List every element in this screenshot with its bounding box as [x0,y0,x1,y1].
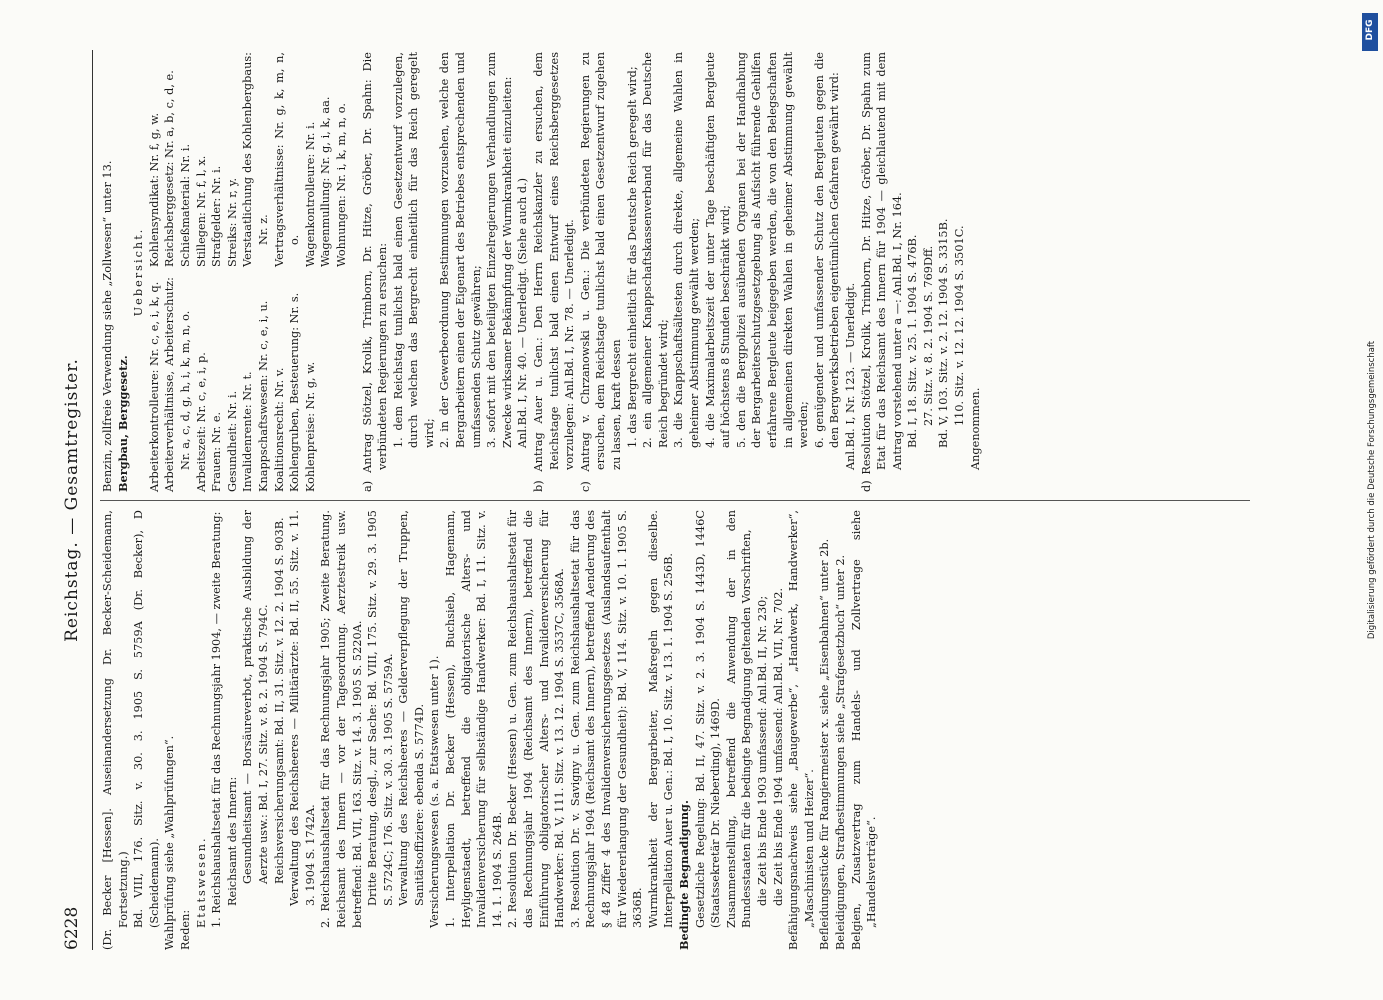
sidebar-note: Digitalisierung gefördert durch die Deutsche Forschungsgemeinschaft [1367,340,1377,640]
index-item: Arbeiterverhältnisse, Arbeiterschutz: Nr. a, c, d, g, h, i, k, m, n, o. [163,277,192,492]
entry-text: Bd. VIII, 176. Sitz. v. 30. 3. 1905 S. 5759A (Dr. Becker), D (Scheidemann). [132,510,161,928]
index-item: Wagenkontrolleure: Nr. i. [303,121,317,267]
entry-text: Wahlprüfung siehe „Wahlprüfungen“. [163,735,177,950]
entry-text: Reichsversicherungsamt: Bd. II, 31. Sitz. v. 12. 2. 1904 S. 903B. [272,517,286,884]
index-item: Kohlengruben, Besteuerung: Nr. s. [288,292,302,492]
entry-text: c) Antrag v. Chrzanowski u. Gen.: Die verbündeten Regierungen zu ersuchen, dem Reichstage tunlichst bald einen Gesetzentwurf zugehen zu lassen, kraft dessen [578,52,623,492]
entry-text: Bd. I, 18. Sitz. v. 25. 1. 1904 S. 476B. [906,234,920,448]
entry-text: die Zeit bis Ende 1903 umfassend: Anl.Bd. II, Nr. 230; [755,595,769,906]
entry-text: Befähigungsnachweis siehe „Baugewerbe“, „Handwerk, Handwerker“, „Maschinisten und Heizer“. [787,510,816,950]
index-item: Schießmaterial: Nr. i. [178,143,192,267]
entry-text: 3. Resolution Dr. v. Savigny u. Gen. zum Reichshaushaltsetat für das Rechnungsjahr 1904 (Reichsamt des Innern), betreffend Aenderung des § 48 Ziffer 4 des Invalidenversicherungsgesetzes (Auslandsaufenthalt für Wiedererlangung der Gesundheit): Bd. V, 114. Sitz. v. 10. 1. 1905 S. 3636B. [568,510,645,928]
entry-text: 110. Sitz. v. 12. 12. 1904 S. 3501C. [953,225,967,426]
index-item: Arbeiterkontrolleure: Nr. c, e, i, k, q. [147,281,161,492]
running-title: Reichstag. — Gesamtregister. [62,358,82,642]
index-item: Koalitionsrecht: Nr. v. [272,367,286,492]
entry-text: Belgien, Zusatzvertrag zum Handels- und Zollvertrage siehe „Handelsverträge“. [849,510,879,950]
entry-text: 2. ein allgemeiner Knappschaftskassenverband für das Deutsche Reich begründet wird; [641,52,670,448]
overview-heading: Uebersicht. [132,227,146,317]
sidebar [1362,5,1378,995]
index-item: Invalidenrente: Nr. t. [241,371,255,492]
entry-text: 2. Resolution Dr. Becker (Hessen) u. Gen. zum Reichshaushaltsetat für das Rechnungsjahr 1904 (Reichsamt des Innern), betreffend die Einführung obligatorischer Alters- und Invalidenversicherung für Handwerker: Bd. V, 111. Sitz. v. 13. 12. 1904 S. 3537C, 3568A. [506,510,567,928]
entry-text: Gesetzliche Regelung: Bd. II, 47. Sitz. v. 2. 3. 1904 S. 1443D, 1446C (Staatssekretär Dr. Nieberding), 1469D. [693,510,723,928]
rotated-content [62,50,1327,950]
entry-text: (Dr. Becker [Hessen]. Auseinandersetzung Dr. Becker-Scheidemann, Fortsetzung.) [101,510,130,950]
index-item: Arbeitszeit: Nr. c, e, i, p. [194,352,208,492]
entry-text: die Zeit bis Ende 1904 umfassend: Anl.Bd. VII, Nr. 702. [771,587,785,906]
entry-text: 6. genügender und umfassender Schutz den Bergleuten gegen die den Bergwerksbetrieben eigentümlichen Gefahren gewährt wird: [812,52,842,448]
index-item: Reichsberggesetz: Nr. a, b, c, d, e. [163,70,177,267]
entry-text: 1. dem Reichstag tunlichst bald einen Gesetzentwurf vorzulegen, durch welchen das Bergrecht einheitlich für das Reich geregelt wird; [391,52,436,448]
entry-heading: Bedingte Begnadigung. [676,800,691,950]
entry-heading: Bergbau, Berggesetz. [115,355,130,492]
index-item: Kohlensyndikat: Nr. f, g, w. [147,112,161,267]
entry-text: 3. sofort mit den beteiligten Einzelregierungen Verhandlungen zum Zwecke wirksamer Bekämpfung der Wurmkrankheit einzuleiten: [485,52,514,448]
index-item: Gesundheit: Nr. i. [225,390,239,492]
entry-text: Gesundheitsamt — Borsäureverbot, praktische Ausbildung der Aerzte usw.: Bd. I, 27. Sitz. v. 8. 2. 1904 S. 794C. [241,510,270,884]
index-item: Kohlenpreise: Nr. g, w. [303,361,317,492]
entry-text: b) Antrag Auer u. Gen.: Den Herrn Reichskanzler zu ersuchen, dem Reichstage tunlichst bald einen Entwurf eines Reichsberggesetzes vorzulegen: Anl.Bd. I, Nr. 78. — Unerledigt. [532,52,577,492]
dfg-logo: DFG [1362,13,1378,51]
entry-text: Befleidungsstücke für Rangiermeister x. siehe „Eisenbahnen“ unter 2b. [818,538,832,950]
entry-text: Reichsamt des Innern: [225,776,239,906]
entry-text: Zusammenstellung, betreffend die Anwendung der in den Bundesstaaten für die bedingte Begnadigung geltenden Vorschriften, [724,510,754,928]
entry-text: a) Antrag Stötzel, Krolik, Trimborn, Dr. Hitze, Gröber, Dr. Spahn: Die verbündeten Regierungen zu ersuchen: [360,52,390,492]
entry-text: Beleidigungen, Strafbestimmungen siehe „Strafgesetzbuch“ unter 2. [833,554,847,950]
index-item: Frauen: Nr. e. [210,411,224,492]
entry-text: Angenommen. [968,387,982,470]
index-item: Knappschaftswesen: Nr. c, e, i, u. [256,300,270,492]
entry-text: Anl.Bd. I, Nr. 40. — Unerledigt. (Siehe auch d.) [516,177,530,448]
entry-text: Reden: [178,909,192,950]
entry-text: 2. Reichshaushaltsetat für das Rechnungsjahr 1905; Zweite Beratung. Reichsamt des Innern — vor der Tagesordnung. Aerztestreik usw. betreffend: Bd. VII, 163. Sitz. v. 14. 3. 1905 S. 5220A. [319,510,364,928]
entry-text: Dritte Beratung, desgl., zur Sache: Bd. VIII, 175. Sitz. v. 29. 3. 1905 S. 5724C; 176. Sitz. v. 30. 3. 1905 S. 5759A. [366,510,395,906]
entry-text: 27. Sitz. v. 8. 2. 1904 S. 769Dff. [921,245,935,426]
index-item: Stillegen: Nr. f, l, x. [194,155,208,267]
index-item: Strafgelder: Nr. i. [210,165,224,267]
right-column [100,52,983,492]
section-label: Etatswesen. [194,836,208,928]
index-item: Verstaatlichung des Kohlenbergbaus: Nr. z. [241,52,270,267]
entry-text: Wurmkrankheit der Bergarbeiter, Maßregeln gegen dieselbe. Interpellation Auer u. Gen.: Bd. I, 10. Sitz. v. 13. 1. 1904 S. 256B. [646,510,676,928]
entry-text: 1. das Bergrecht einheitlich für das Deutsche Reich geregelt wird; [625,66,639,448]
entry-text: 4. die Maximalarbeitszeit der unter Tage beschäftigten Bergleute auf höchstens 8 Stunden beschränkt wird; [703,52,733,448]
entry-text: 2. in der Gewerbeordnung Bestimmungen vorzusehen, welche den Bergarbeitern einen der Eigenart des Betriebes entsprechenden und umfassenden Schutz gewähren; [438,52,483,448]
left-column [100,510,880,950]
column-divider [100,500,1250,501]
overview-index [147,52,350,492]
index-item: Wagenmullung: Nr. g, i, k, aa. [319,96,333,267]
entry-text: Bd. V, 103. Sitz. v. 2. 12. 1904 S. 3315B. [937,218,951,448]
entry-text: Benzin, zollfreie Verwendung siehe „Zollwesen“ unter 13. [101,160,114,492]
entry-text: Verwaltung des Reichsheeres — Militärärzte: Bd. II, 55. Sitz. v. 11. 3. 1904 S. 1742A. [288,510,317,906]
index-item: Wohnungen: Nr. i, k, m, n, o. [334,103,348,267]
page-header [62,50,90,950]
entry-text: 3. die Knappschaftsältesten durch direkte, allgemeine Wahlen in geheimer Abstimmung gewählt werden; [672,52,701,448]
entry-text: 1. Reichshaushaltsetat für das Rechnungsjahr 1904, — zweite Beratung: [210,511,224,928]
entry-text: Versicherungswesen (s. a. Etatswesen unter 1). [428,655,442,928]
page-number: 6228 [62,906,82,950]
index-item: Streiks: Nr. r, y. [225,177,239,267]
entry-text: Verwaltung des Reichsheeres — Gelderverpflegung der Truppen, Sanitätsoffiziere: ebenda S. 5774D. [397,510,426,906]
entry-text: d) Resolution Stötzel, Krolik, Trimborn, Dr. Hitze, Gröber, Dr. Spahn zum Etat für das Reichsamt des Innern für 1904 — gleichlautend mit dem Antrag vorstehend unter a —: Anl.Bd. I, Nr. 164. [859,52,904,492]
entry-text: 1. Interpellation Dr. Becker (Hessen), Buchsieb, Hagemann, Heyligenstaedt, betreffend die obligatorische Alters- und Invalidenversicherung für selbständige Handwerker: Bd. I, 11. Sitz. v. 14. 1. 1904 S. 264B. [444,510,504,928]
header-rule [92,50,93,950]
entry-text: Anl.Bd. I, Nr. 123. — Unerledigt. [843,282,857,470]
index-item: Vertragsverhältnisse: Nr. g, k, m, n, o. [272,52,302,267]
entry-text: 5. den die Bergpolizei ausübenden Organen bei der Handhabung der Bergarbeiterschutzgesetzgebung als Aufsicht führende Gehilfen erfahrene Bergleute beigegeben werden, die von den Belegschaften in allgemeinen direkten Wahlen in geheimer Abstimmung gewählt werden; [734,52,811,448]
